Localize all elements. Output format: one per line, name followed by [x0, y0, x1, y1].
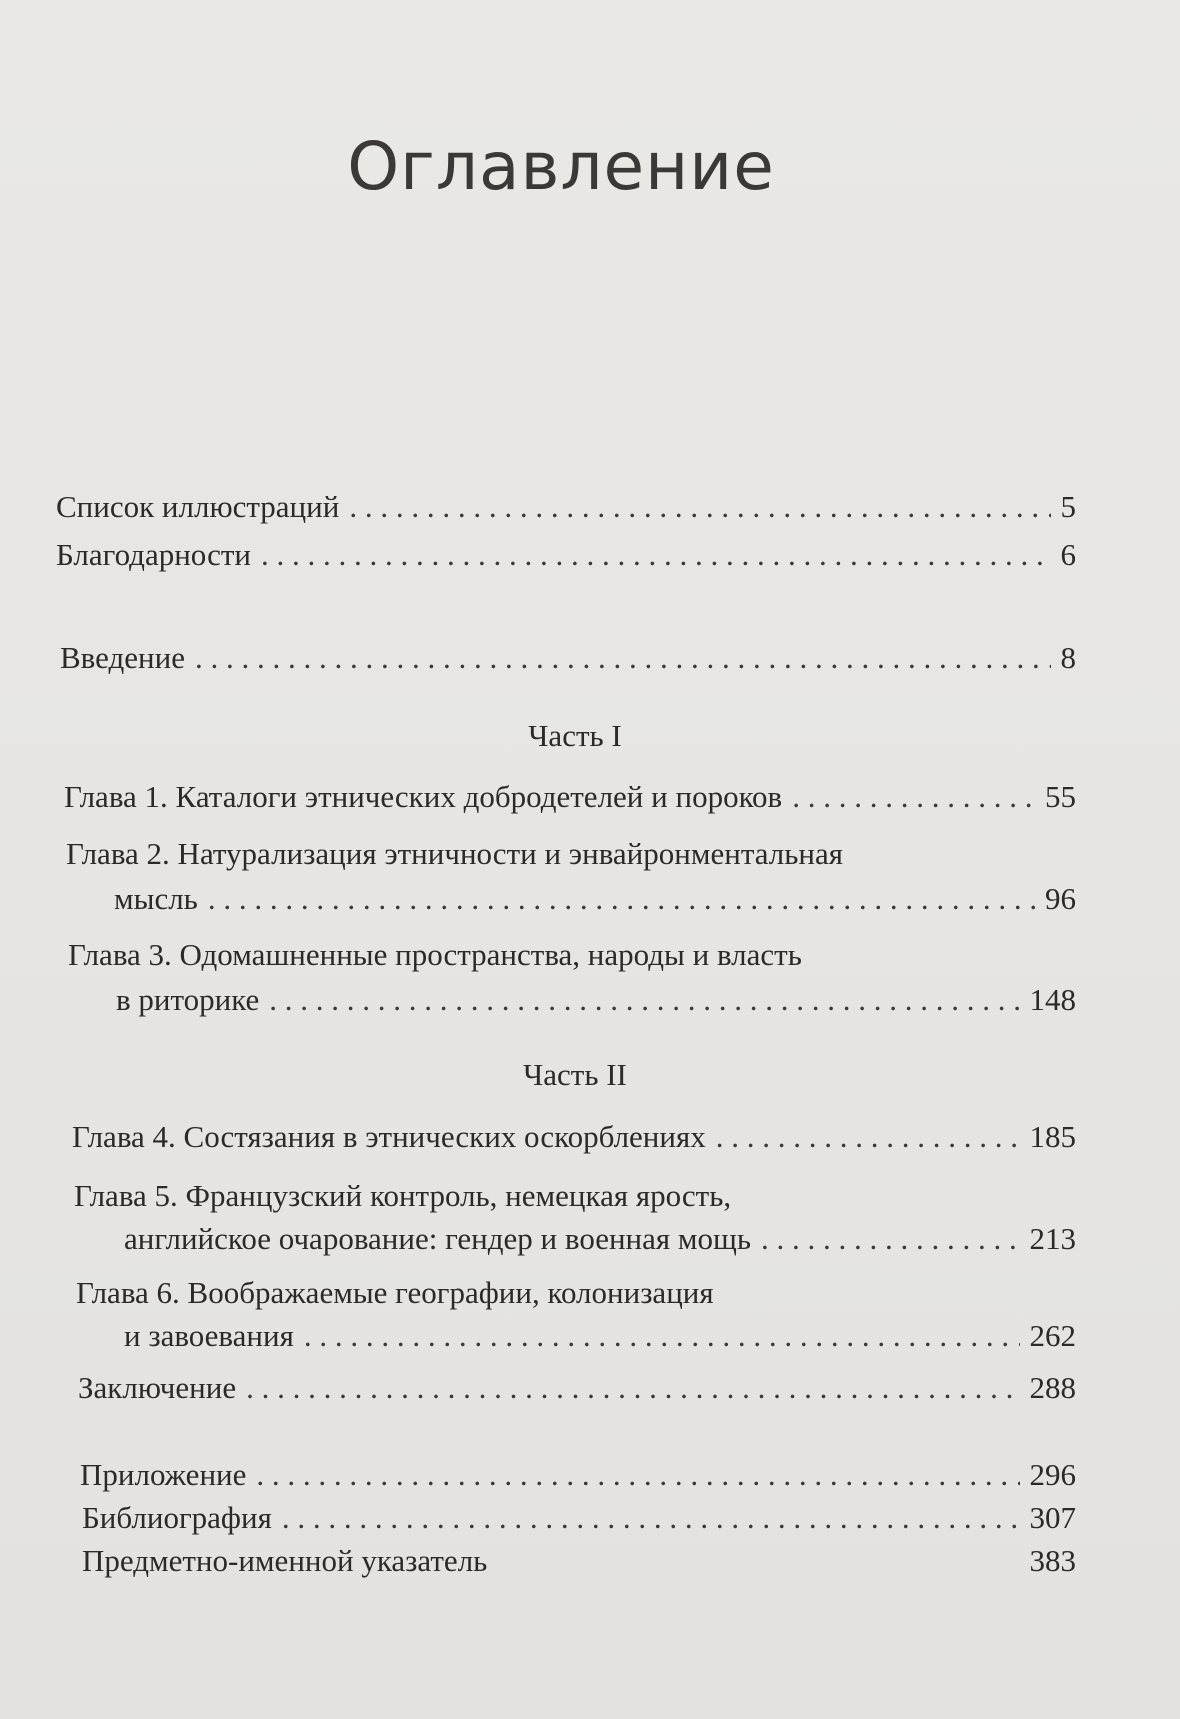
dot-leader	[261, 535, 1051, 575]
toc-entry-label: Заключение	[78, 1370, 237, 1405]
toc-entry	[56, 535, 1076, 575]
dot-leader	[792, 777, 1035, 817]
dot-leader	[208, 879, 1035, 919]
dot-leader	[716, 1117, 1020, 1157]
toc-entry-label-line1: Глава 5. Французский контроль, немецкая ярость,	[74, 1178, 732, 1213]
toc-entry-label-line1: Глава 2. Натурализация этничности и энвайронментальная	[66, 836, 843, 871]
toc-entry	[60, 638, 1076, 678]
dot-leader	[269, 980, 1019, 1020]
toc-entry-label: Приложение	[80, 1457, 247, 1492]
toc-entry-page: 288	[1029, 1370, 1076, 1405]
toc-entry-label: Библиография	[82, 1500, 272, 1535]
toc-entry	[72, 1117, 1076, 1157]
toc-entry	[82, 1541, 1076, 1581]
part-heading: Часть I	[528, 718, 622, 753]
toc-entry-label: английское очарование: гендер и военная мощь	[124, 1221, 752, 1256]
dot-leader	[761, 1219, 1019, 1259]
toc-entry-label-line1: Глава 6. Воображаемые географии, колонизация	[76, 1275, 714, 1310]
toc-entry-page: 55	[1045, 779, 1076, 814]
toc-entry-page: 296	[1029, 1457, 1076, 1492]
toc-entry-label: в риторике	[116, 982, 260, 1017]
dot-leader	[304, 1316, 1020, 1356]
toc-entry-label-line1: Глава 3. Одомашненные пространства, народы и власть	[68, 937, 802, 972]
toc-entry-page: 6	[1060, 537, 1076, 572]
toc-entry	[80, 1455, 1076, 1495]
dot-leader	[349, 487, 1050, 527]
toc-entry-label: Введение	[60, 640, 185, 675]
toc-entry-label: Благодарности	[56, 537, 251, 572]
toc-entry	[64, 777, 1076, 817]
dot-leader	[195, 638, 1051, 678]
toc-entry-page: 262	[1029, 1318, 1076, 1353]
toc-entry	[82, 1498, 1076, 1538]
toc-entry	[114, 879, 1076, 919]
toc-entry-page: 8	[1060, 640, 1076, 675]
page-title: Оглавление	[347, 128, 775, 205]
toc-entry-page: 383	[1029, 1543, 1076, 1578]
toc-entry-label: Глава 1. Каталоги этнических добродетелей и пороков	[64, 779, 783, 814]
dot-leader	[246, 1368, 1019, 1408]
toc-entry-page: 96	[1045, 881, 1076, 916]
toc-entry	[116, 980, 1076, 1020]
part-heading: Часть II	[523, 1057, 627, 1092]
toc-entry-label: и завоевания	[124, 1318, 294, 1353]
toc-entry-page: 307	[1029, 1500, 1076, 1535]
toc-entry-label: мысль	[114, 881, 198, 916]
toc-entry	[124, 1316, 1076, 1356]
toc-entry-page: 185	[1029, 1119, 1076, 1154]
dot-leader	[282, 1498, 1020, 1538]
toc-entry-page: 213	[1029, 1221, 1076, 1256]
toc-entry	[56, 487, 1076, 527]
dot-leader	[256, 1455, 1019, 1495]
toc-entry	[124, 1219, 1076, 1259]
toc-entry-label: Предметно-именной указатель	[82, 1543, 488, 1578]
toc-entry-page: 148	[1029, 982, 1076, 1017]
toc-entry-page: 5	[1060, 489, 1076, 524]
toc-entry-label: Глава 4. Состязания в этнических оскорблениях	[72, 1119, 706, 1154]
toc-entry	[78, 1368, 1076, 1408]
toc-entry-label: Список иллюстраций	[56, 489, 340, 524]
